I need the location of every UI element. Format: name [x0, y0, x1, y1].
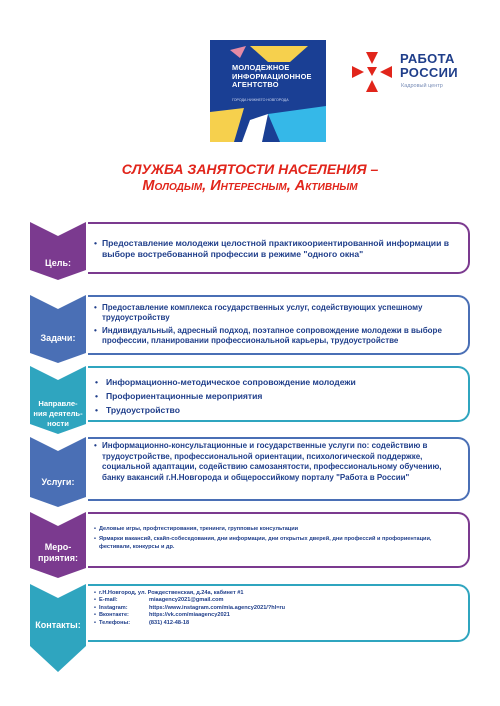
row-box-contacts — [88, 584, 470, 642]
row-directions — [30, 366, 470, 434]
mia-name-line: АГЕНТСТВО — [232, 80, 279, 90]
list-item: • Предоставление комплекса государственных услуг, содействующих успешному трудоустройству — [94, 303, 460, 323]
page-subtitle: Молодым, Интересным, Активным — [142, 178, 358, 194]
row-box-goal — [88, 222, 470, 274]
row-label-line: Направле- — [38, 399, 78, 408]
contact-phone — [94, 620, 460, 627]
row-label-line: ности — [47, 419, 69, 428]
list-item: • Предоставление молодежи целостной практикоориентированной информации в выборе востребованной профессии в режиме "одного окна" — [94, 238, 460, 260]
list-item: • Ярмарки вакансий, скайп-собеседования, дни информации, дни открытых дверей, дни профессий и профориентации, фестивали, конкурсы и др. — [94, 536, 460, 551]
row-label-line: приятия: — [38, 553, 78, 563]
rabota-rossii-mark-icon — [350, 50, 394, 94]
list-item: • Трудоустройство — [94, 404, 460, 416]
mia-logo — [210, 40, 326, 142]
list-item: • Информационно-консультационные и государственные услуги по: содействию в трудоустройстве, профессиональной ориентации, психологической поддержке, социальной адаптации, содействию самозанятости, профессиональному обучению, банку вакансий г.Н.Новгорода и общероссийкому порталу "Работа в России" — [94, 441, 460, 483]
row-goal — [30, 222, 470, 280]
contact-key: • Вконтакте: — [99, 612, 129, 619]
contact-instagram-link[interactable]: https://www.instagram.com/mia.agency2021/?hl=ru — [149, 604, 286, 611]
contact-email — [94, 597, 460, 604]
row-label-line: ния деятель- — [33, 409, 83, 418]
page-title: СЛУЖБА ЗАНЯТОСТИ НАСЕЛЕНИЯ – — [121, 161, 379, 177]
row-contacts — [30, 584, 470, 672]
row-box-directions — [88, 366, 470, 422]
mia-logo-shapes-icon — [210, 40, 326, 142]
mia-subtitle: ГОРОДА НИЖНЕГО НОВГОРОДА — [232, 98, 289, 102]
chevron-down-icon — [30, 222, 86, 280]
mia-name — [232, 64, 312, 90]
chevron-down-icon — [30, 295, 86, 363]
rabota-rossii-line1: РАБОТА — [400, 51, 455, 66]
chevron-down-icon — [30, 437, 86, 507]
row-label-line: Меро- — [44, 542, 72, 552]
contact-key: • E-mail: — [99, 597, 118, 604]
contact-address — [94, 590, 460, 597]
row-events — [30, 512, 470, 578]
row-label-events — [30, 542, 86, 564]
row-label-contacts: Контакты: — [35, 620, 81, 630]
row-services — [30, 437, 470, 507]
contact-vk-link[interactable]: https://vk.com/miaagency2021 — [149, 612, 230, 619]
list-item: • Индивидуальный, адресный подход, поэтапное сопровождение молодежи в выборе профессии, планировании профессиональной карьеры, трудоустройстве — [94, 326, 460, 346]
contact-vk — [94, 612, 460, 619]
row-label-directions — [30, 399, 86, 429]
contact-key: • Instagram: — [99, 604, 128, 611]
contact-email-link[interactable]: miaagency2021@gmail.com — [149, 597, 224, 604]
contact-phone-value[interactable]: (831) 412-48-18 — [149, 619, 190, 626]
mia-name-line: МОЛОДЕЖНОЕ — [232, 63, 290, 72]
row-box-events — [88, 512, 470, 568]
rabota-rossii-logo — [350, 50, 470, 96]
row-label-tasks: Задачи: — [40, 333, 76, 343]
list-item: • Деловые игры, профтестирования, тренинги, групповые консультации — [94, 526, 460, 533]
rabota-rossii-subtitle: Кадровый центр — [401, 83, 443, 89]
row-tasks — [30, 295, 470, 363]
rabota-rossii-line2: РОССИИ — [400, 65, 458, 80]
row-box-services — [88, 437, 470, 501]
row-label-services: Услуги: — [41, 477, 75, 487]
list-item: • Информационно-методическое сопровождение молодежи — [94, 376, 460, 388]
mia-name-line: ИНФОРМАЦИОННОЕ — [232, 71, 312, 81]
contact-instagram — [94, 605, 460, 612]
row-label-goal: Цель: — [45, 258, 71, 268]
contact-value: • г.Н.Новгород, ул. Рождественская, д.24а, кабинет #1 — [99, 590, 244, 596]
contact-key: • Телефоны: — [99, 619, 131, 626]
row-box-tasks — [88, 295, 470, 355]
list-item: • Профориентационные мероприятия — [94, 390, 460, 402]
